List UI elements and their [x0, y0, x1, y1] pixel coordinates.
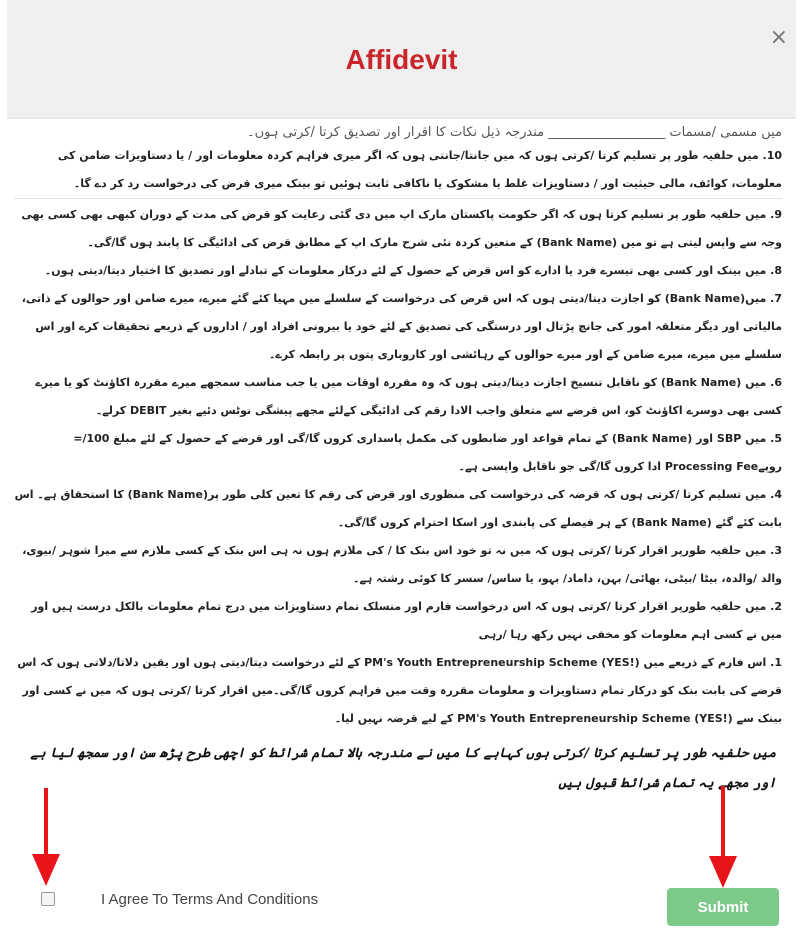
clause-4: 4. میں تسلیم کرتا /کرتی ہوں کہ قرضہ کی درخواست کی منظوری اور قرض کی رقم کا تعین کلی طور پر(Bank Name) کا استحقاق ہے۔ اس بابت کئے گئے (Bank Name) کے ہر فیصلے کی پابندی اور اسکا احترام کروں گا/گی۔ — [14, 488, 782, 529]
intro-line: میں مسمی /مسمات __________________ مندرجہ ذیل نکات کا اقرار اور تصدیق کرتا /کرتی ہوں۔ — [247, 125, 782, 140]
clause-2: 2. میں حلفیہ طورپر اقرار کرتا /کرتی ہوں کہ اس درخواست فارم اور منسلک تمام دستاویزات میں درج تمام معلومات بالکل درست ہیں اور میں نے کسی اہم معلومات کو مخفی نہیں رکھ رہا /رہی — [31, 600, 782, 641]
clause-7: 7. میں(Bank Name) کو اجازت دیتا/دیتی ہوں کہ اس قرض کی درخواست کے سلسلے میں مہیا کئے گئے میرے، میرے ضامن اور حوالوں کے ذاتی، مالیاتی اور دیگر متعلقہ امور کی جانچ پڑتال اور درستگی کی تصدیق کے لئے خود یا بیرونی افراد اور / اداروں کے ذریعے تحقیقات کرے اور اس سلسلے میں میرے، میرے ضامن کے اور میرے حوالوں کے رہائشی اور کاروباری پتوں پر رابطہ کرے۔ — [21, 292, 782, 361]
clause-1: 1. اس فارم کے ذریعے میں PM's Youth Entrepreneurship Scheme (YES!) کے لئے درخواست دیتا/دیتی ہوں اور یقین دلاتا/دلاتی ہوں کہ اس قرضے کی بابت بنک کو درکار تمام دستاویزات و معلومات مقررہ وقت میں فراہم کروں گا/گی۔میں اقرار کرتا /کرتی ہوں کہ میں نے کسی اور بینک سے PM's Youth Entrepreneurship Scheme (YES!) کے لیے قرضہ نہیں لیا۔ — [17, 656, 782, 725]
clause-9: 9. میں حلفیہ طور پر تسلیم کرتا ہوں کہ اگر حکومت پاکستان مارک اپ میں دی گئی رعایت کو قرض کی مدت کے دوران کبھی بھی کسی بھی وجہ سے واپس لیتی ہے تو میں (Bank Name) کے متعین کردہ نئی شرح مارک اپ کے مطابق قرض کی ادائیگی کا پابند ہوں گا/گی۔ — [14, 198, 782, 257]
declaration-text: میں حلفیہ طور پر تسلیم کرتا /کرتی ہوں کہاہے کا میں نے مندرجہ بالا تمام شرائط کو اچھی طرح پڑھ سن اور سمجھ لیا ہے اور مجھے یہ تمام شرائط قبول ہیں — [30, 746, 776, 791]
clause-3: 3. میں حلفیہ طورپر اقرار کرتا /کرتی ہوں کہ میں نہ تو خود اس بنک کا / کی ملازم ہوں نہ ہی اس بنک کے کسی ملازم سے میرا شوہر /بیوی، والد /والدہ، بیٹا /بیٹی، بھائی/ بہن، داماد/ بہو، یا ساس/ سسر کا کوئی رشتہ ہے۔ — [22, 544, 782, 585]
agree-checkbox[interactable] — [41, 892, 55, 906]
close-icon[interactable]: × — [769, 25, 788, 50]
clause-5: 5. میں SBP اور (Bank Name) کے تمام قواعد اور ضابطوں کی مکمل پاسداری کروں گا/گی اور قرضے کے حصول کے لئے مبلغ 100/= روپےProcessing Fee ادا کروں گا/گی جو ناقابل واپسی ہے۔ — [73, 432, 782, 473]
submit-button[interactable]: Submit — [667, 888, 779, 926]
modal-footer — [0, 880, 800, 949]
clause-6: 6. میں (Bank Name) کو ناقابل تنسیخ اجازت دیتا/دیتی ہوں کہ وہ مقررہ اوقات میں یا جب مناسب سمجھے میرے مقررہ اکاؤنٹ کو یا میرے کسی بھی دوسرے اکاؤنٹ کو، اس قرضے سے متعلق واجب الادا رقم کی ادائیگی کےلئے مجھے پیشگی نوٹس دئیے بغیر DEBIT کرلے۔ — [35, 376, 782, 417]
agree-label: I Agree To Terms And Conditions — [101, 891, 319, 908]
affidavit-body — [10, 122, 790, 892]
modal-header — [7, 0, 796, 119]
modal-title: Affidevit — [345, 44, 458, 75]
clause-10: 10. میں حلفیہ طور پر تسلیم کرتا /کرتی ہوں کہ میں جانتا/جانتی ہوں کہ اگر میری فراہم کردہ معلومات اور / یا دستاویزات ضامن کی معلومات، کوائف، مالی حیثیت اور / دستاویزات غلط یا مشکوک یا ناکافی ثابت ہوئیں تو بینک میری قرض کی درخواست رد کر دے گا۔ — [57, 149, 782, 190]
clause-8: 8. میں بینک اور کسی بھی تیسرے فرد یا ادارے کو اس قرض کے حصول کے لئے درکار معلومات کے تبادلے اور تصدیق کا اختیار دیتا/دیتی ہوں۔ — [44, 264, 782, 277]
